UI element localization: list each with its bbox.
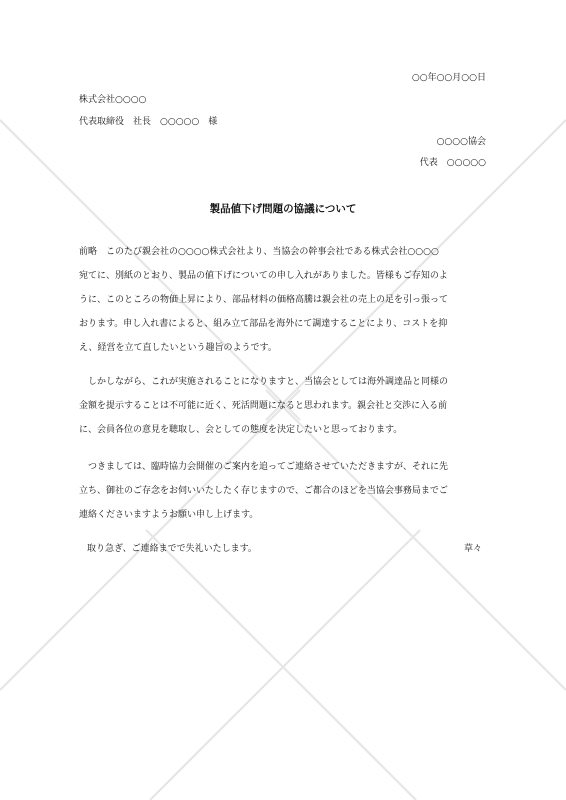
closing-word: 草々 bbox=[463, 544, 482, 554]
recipient-person: 代表取締役 社長 ○○○○○ 様 bbox=[79, 117, 218, 127]
paragraph-line: に、会員各位の意見を聴取し、会としての態度を決定したいと思っております。 bbox=[79, 425, 403, 435]
recipient-company: 株式会社○○○○ bbox=[79, 95, 147, 105]
paragraph-line: おります。申し入れ書によると、組み立て部品を海外にて調達することにより、コストを抑 bbox=[79, 319, 448, 329]
paragraph-line: え、経営を立て直したいという趣旨のようです。 bbox=[79, 343, 277, 353]
letter-title: 製品値下げ問題の協議について bbox=[209, 203, 357, 215]
body-paragraph-2 bbox=[79, 370, 489, 442]
closing-text: 取り急ぎ、ご連絡までで失礼いたします。 bbox=[87, 544, 257, 554]
paragraph-line: 宛てに、別紙のとおり、製品の値下げについての申し入れがありました。皆様もご存知のよ bbox=[79, 271, 448, 281]
body-paragraph-1 bbox=[79, 240, 489, 360]
paragraph-line: 連絡くださいますようお願い申し上げます。 bbox=[79, 510, 259, 520]
sender-representative: 代表 ○○○○○ bbox=[419, 158, 486, 168]
sender-organization: ○○○○協会 bbox=[436, 137, 486, 147]
body-paragraph-3 bbox=[79, 455, 489, 527]
letter-date: ○○年○○月○○日 bbox=[411, 73, 486, 83]
paragraph-line: うに、このところの物価上昇により、部品材料の価格高騰は親会社の売上の足を引っ張って bbox=[79, 295, 449, 305]
paragraph-line: つきましては、臨時協力会開催のご案内を追ってご連絡させていただきますが、それに先 bbox=[79, 462, 449, 472]
paragraph-line: 金額を提示することは不可能に近く、死活問題になると思われます。親会社と交渉に入る前 bbox=[79, 401, 448, 411]
paragraph-line: 前略 このたび親会社の○○○○株式会社より、当協会の幹事会社である株式会社○○○○ bbox=[79, 247, 439, 257]
paragraph-line: しかしながら、これが実施されることになりますと、当協会としては海外調達品と同様の bbox=[79, 377, 449, 387]
paragraph-line: 立ち、御社のご存念をお伺いいたしたく存じますので、ご都合のほどを当協会事務局までご bbox=[79, 486, 448, 496]
